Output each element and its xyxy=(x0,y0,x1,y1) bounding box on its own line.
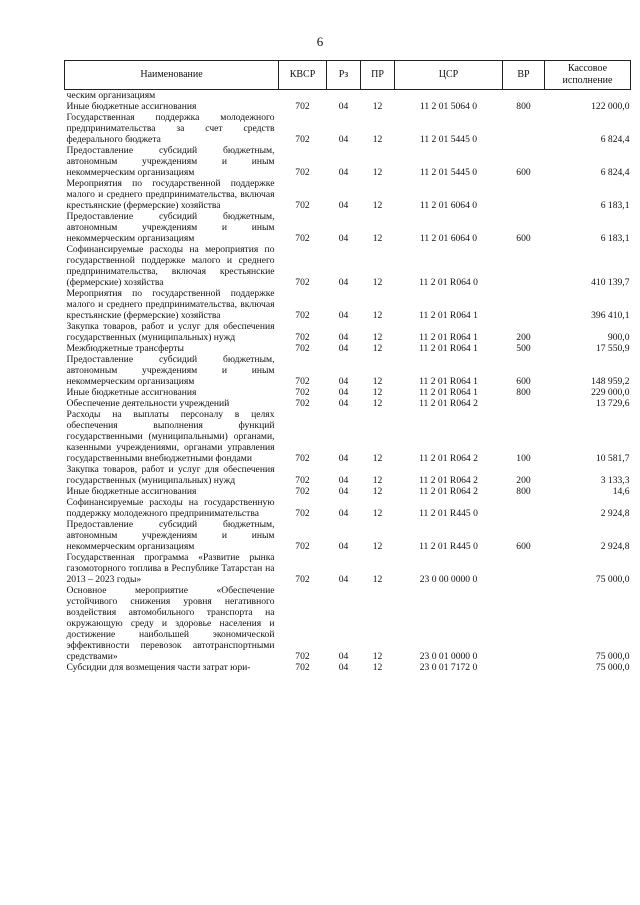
cell-csr: 23 0 00 0000 0 xyxy=(419,574,478,585)
cell-pr: 12 xyxy=(372,277,383,288)
table-row xyxy=(65,398,631,409)
cell-csr: 11 2 01 R064 2 xyxy=(419,398,478,409)
cell-rz: 04 xyxy=(338,453,349,464)
cell-name: Предоставление субсидий бюджетным, автономным учреждениям и иным некоммерческим организациям xyxy=(66,354,275,387)
cell-kvsr: 702 xyxy=(295,200,310,211)
cell-rz: 04 xyxy=(338,343,349,354)
cell-name: Расходы на выплаты персоналу в целях обеспечения выполнения функций государственными (муниципальными) органами, казенными учреждениями, органами управления государственными внебюджетными фондами xyxy=(66,409,275,464)
page-number: 6 xyxy=(316,34,324,49)
table-row xyxy=(65,354,631,387)
table-body xyxy=(65,90,631,674)
cell-name: ческим организациям xyxy=(66,90,156,101)
cell-cash: 148 959,2 xyxy=(591,376,630,387)
cell-kvsr: 702 xyxy=(295,134,310,145)
cell-csr: 11 2 01 R064 1 xyxy=(419,343,478,354)
table-row xyxy=(65,288,631,321)
cell-vr: 600 xyxy=(516,167,531,178)
table-row xyxy=(65,321,631,343)
cell-kvsr: 702 xyxy=(295,475,310,486)
cell-kvsr: 702 xyxy=(295,310,310,321)
cell-cash: 2 924,8 xyxy=(600,508,630,519)
cell-vr: 600 xyxy=(516,376,531,387)
cell-name: Государственная программа «Развитие рынка газомоторного топлива в Республике Татарстан на 2013 – 2023 годы» xyxy=(66,552,275,585)
cell-vr xyxy=(503,497,545,519)
cell-kvsr: 702 xyxy=(295,387,310,398)
cell-kvsr: 702 xyxy=(295,398,310,409)
cell-csr: 11 2 01 R064 1 xyxy=(419,310,478,321)
cell-vr xyxy=(503,112,545,145)
cell-csr: 11 2 01 R064 0 xyxy=(419,277,478,288)
table-row xyxy=(65,662,631,673)
cell-kvsr: 702 xyxy=(295,277,310,288)
cell-rz: 04 xyxy=(338,233,349,244)
cell-rz: 04 xyxy=(338,651,349,662)
cell-kvsr: 702 xyxy=(295,167,310,178)
cell-cash: 122 000,0 xyxy=(591,101,630,112)
cell-rz: 04 xyxy=(338,486,349,497)
cell-cash: 17 550,9 xyxy=(595,343,630,354)
cell-pr: 12 xyxy=(372,101,383,112)
cell-pr: 12 xyxy=(372,343,383,354)
cell-name: Предоставление субсидий бюджетным, автономным учреждениям и иным некоммерческим организациям xyxy=(66,519,275,552)
table-row xyxy=(65,387,631,398)
cell-rz: 04 xyxy=(338,134,349,145)
cell-cash: 6 824,4 xyxy=(600,167,630,178)
cell-rz: 04 xyxy=(338,200,349,211)
cell-csr: 11 2 01 R064 2 xyxy=(419,475,478,486)
cell-kvsr: 702 xyxy=(295,486,310,497)
cell-vr xyxy=(503,178,545,211)
cell-cash: 229 000,0 xyxy=(591,387,630,398)
table-row xyxy=(65,497,631,519)
cell-rz: 04 xyxy=(338,475,349,486)
cell-pr xyxy=(361,90,395,102)
cell-csr: 11 2 01 5445 0 xyxy=(419,167,478,178)
cell-rz: 04 xyxy=(338,508,349,519)
cell-pr: 12 xyxy=(372,134,383,145)
cell-vr xyxy=(503,398,545,409)
cell-cash: 6 183,1 xyxy=(600,200,630,211)
table-row xyxy=(65,585,631,662)
cell-name: Обеспечение деятельности учреждений xyxy=(66,398,230,409)
cell-csr: 11 2 01 R064 2 xyxy=(419,486,478,497)
cell-name: Государственная поддержка молодежного предпринимательства за счет средств федерального бюджета xyxy=(66,112,275,145)
table-row xyxy=(65,519,631,552)
cell-cash: 10 581,7 xyxy=(595,453,630,464)
cell-csr: 11 2 01 6064 0 xyxy=(419,233,478,244)
cell-vr: 800 xyxy=(516,486,531,497)
cell-name: Мероприятия по государственной поддержке малого и среднего предпринимательства, включая крестьянские (фермерские) хозяйства xyxy=(66,178,275,211)
table-row xyxy=(65,101,631,112)
cell-name: Основное мероприятие «Обеспечение устойчивого снижения уровня негативного воздействия автомобильного транспорта на окружающую среду и здоровье населения и достижение наибольшей экономической эффективности перевозок автотранспортными средствами» xyxy=(66,585,275,662)
cell-rz: 04 xyxy=(338,662,349,673)
cell-csr: 11 2 01 5064 0 xyxy=(419,101,478,112)
cell-vr: 100 xyxy=(516,453,531,464)
cell-pr: 12 xyxy=(372,486,383,497)
cell-vr xyxy=(503,90,545,102)
header-vr: ВР xyxy=(503,61,545,90)
cell-rz: 04 xyxy=(338,310,349,321)
cell-vr: 200 xyxy=(516,475,531,486)
cell-name: Межбюджетные трансферты xyxy=(66,343,184,354)
table-row xyxy=(65,409,631,464)
cell-csr: 11 2 01 R445 0 xyxy=(419,541,478,552)
cell-rz xyxy=(327,90,361,102)
table-row xyxy=(65,244,631,288)
header-cash: Кассовое исполнение xyxy=(545,61,631,90)
cell-pr: 12 xyxy=(372,651,383,662)
cell-name: Закупка товаров, работ и услуг для обеспечения государственных (муниципальных) нужд xyxy=(66,321,275,343)
cell-pr: 12 xyxy=(372,508,383,519)
cell-csr xyxy=(395,90,503,102)
cell-kvsr: 702 xyxy=(295,541,310,552)
cell-vr: 800 xyxy=(516,387,531,398)
cell-kvsr xyxy=(279,90,327,102)
cell-kvsr: 702 xyxy=(295,343,310,354)
table-row xyxy=(65,486,631,497)
cell-name: Иные бюджетные ассигнования xyxy=(66,387,197,398)
cell-name: Иные бюджетные ассигнования xyxy=(66,486,197,497)
cell-vr: 600 xyxy=(516,541,531,552)
cell-csr: 23 0 01 0000 0 xyxy=(419,651,478,662)
cell-cash: 6 824,4 xyxy=(600,134,630,145)
cell-csr: 11 2 01 R064 1 xyxy=(419,387,478,398)
cell-pr: 12 xyxy=(372,200,383,211)
cell-csr: 11 2 01 R064 1 xyxy=(419,332,478,343)
cell-pr: 12 xyxy=(372,376,383,387)
cell-pr: 12 xyxy=(372,387,383,398)
cell-pr: 12 xyxy=(372,233,383,244)
cell-vr xyxy=(503,662,545,673)
cell-rz: 04 xyxy=(338,167,349,178)
cell-name: Иные бюджетные ассигнования xyxy=(66,101,197,112)
cell-cash: 396 410,1 xyxy=(591,310,630,321)
cell-name: Мероприятия по государственной поддержке малого и среднего предпринимательства, включая крестьянские (фермерские) хозяйства xyxy=(66,288,275,321)
cell-pr: 12 xyxy=(372,541,383,552)
cell-pr: 12 xyxy=(372,453,383,464)
table-row xyxy=(65,343,631,354)
cell-vr: 500 xyxy=(516,343,531,354)
budget-execution-table xyxy=(64,60,631,673)
cell-vr: 600 xyxy=(516,233,531,244)
cell-cash: 75 000,0 xyxy=(595,662,630,673)
cell-vr: 200 xyxy=(516,332,531,343)
cell-name: Предоставление субсидий бюджетным, автономным учреждениям и иным некоммерческим организациям xyxy=(66,211,275,244)
cell-name: Софинансируемые расходы на мероприятия по государственной поддержке малого и среднего предпринимательства, включая крестьянские (фермерские) хозяйства xyxy=(66,244,275,288)
cell-csr: 11 2 01 6064 0 xyxy=(419,200,478,211)
cell-vr xyxy=(503,552,545,585)
table-row xyxy=(65,211,631,244)
table-row xyxy=(65,145,631,178)
cell-rz: 04 xyxy=(338,376,349,387)
cell-name: Предоставление субсидий бюджетным, автономным учреждениям и иным некоммерческим организациям xyxy=(66,145,275,178)
cell-pr: 12 xyxy=(372,332,383,343)
cell-kvsr: 702 xyxy=(295,508,310,519)
cell-rz: 04 xyxy=(338,101,349,112)
cell-kvsr: 702 xyxy=(295,332,310,343)
cell-name: Закупка товаров, работ и услуг для обеспечения государственных (муниципальных) нужд xyxy=(66,464,275,486)
cell-cash: 75 000,0 xyxy=(595,651,630,662)
cell-csr: 11 2 01 R064 2 xyxy=(419,453,478,464)
cell-cash: 900,0 xyxy=(607,332,630,343)
cell-pr: 12 xyxy=(372,475,383,486)
cell-csr: 23 0 01 7172 0 xyxy=(419,662,478,673)
cell-cash xyxy=(545,90,631,102)
cell-cash: 3 133,3 xyxy=(600,475,630,486)
cell-name: Софинансируемые расходы на государственную поддержку молодежного предпринимательства xyxy=(66,497,275,519)
cell-kvsr: 702 xyxy=(295,233,310,244)
header-kvsr: КВСР xyxy=(279,61,327,90)
cell-kvsr: 702 xyxy=(295,376,310,387)
cell-kvsr: 702 xyxy=(295,651,310,662)
cell-pr: 12 xyxy=(372,662,383,673)
table-row xyxy=(65,552,631,585)
cell-cash: 410 139,7 xyxy=(591,277,630,288)
table-row xyxy=(65,90,631,102)
cell-rz: 04 xyxy=(338,387,349,398)
cell-cash: 14,6 xyxy=(612,486,630,497)
table-row xyxy=(65,464,631,486)
cell-vr: 800 xyxy=(516,101,531,112)
cell-vr xyxy=(503,288,545,321)
cell-vr xyxy=(503,585,545,662)
cell-pr: 12 xyxy=(372,574,383,585)
cell-kvsr: 702 xyxy=(295,662,310,673)
cell-csr: 11 2 01 5445 0 xyxy=(419,134,478,145)
table-header-row xyxy=(65,61,631,90)
header-name: Наименование xyxy=(65,61,279,90)
header-pr: ПР xyxy=(361,61,395,90)
cell-kvsr: 702 xyxy=(295,574,310,585)
cell-pr: 12 xyxy=(372,167,383,178)
cell-name: Субсидии для возмещения части затрат юри- xyxy=(66,662,251,673)
cell-rz: 04 xyxy=(338,277,349,288)
cell-vr xyxy=(503,244,545,288)
cell-kvsr: 702 xyxy=(295,101,310,112)
cell-rz: 04 xyxy=(338,541,349,552)
cell-cash: 75 000,0 xyxy=(595,574,630,585)
cell-csr: 11 2 01 R445 0 xyxy=(419,508,478,519)
cell-pr: 12 xyxy=(372,398,383,409)
header-rz: Рз xyxy=(327,61,361,90)
cell-pr: 12 xyxy=(372,310,383,321)
cell-cash: 6 183,1 xyxy=(600,233,630,244)
cell-csr: 11 2 01 R064 1 xyxy=(419,376,478,387)
cell-cash: 2 924,8 xyxy=(600,541,630,552)
table-row xyxy=(65,112,631,145)
table-row xyxy=(65,178,631,211)
header-csr: ЦСР xyxy=(395,61,503,90)
cell-kvsr: 702 xyxy=(295,453,310,464)
cell-rz: 04 xyxy=(338,332,349,343)
cell-rz: 04 xyxy=(338,574,349,585)
cell-rz: 04 xyxy=(338,398,349,409)
cell-cash: 13 729,6 xyxy=(595,398,630,409)
